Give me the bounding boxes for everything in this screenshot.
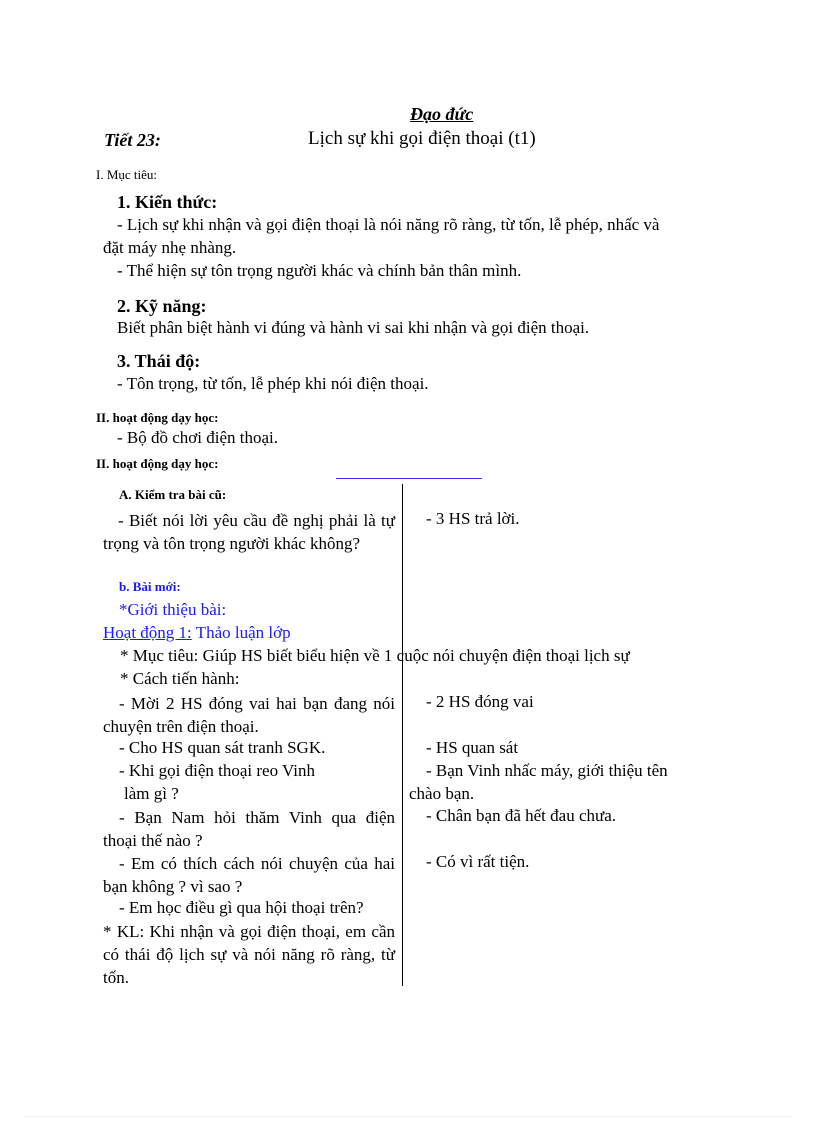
section-underline bbox=[336, 478, 482, 479]
attitude-heading: 3. Thái độ: bbox=[117, 351, 201, 371]
teacher-step-1: - Mời 2 HS đóng vai hai bạn đang nói chuyện trên điện thoại. bbox=[103, 694, 395, 736]
new-lesson-heading: b. Bài mới: bbox=[119, 579, 181, 594]
activity-1-title: Thảo luận lớp bbox=[191, 623, 291, 642]
old-lesson-question: - Biết nói lời yêu cầu đề nghị phải là tự trọng và tôn trọng người khác không? bbox=[103, 511, 395, 553]
student-step-2: - HS quan sát bbox=[426, 738, 519, 757]
page-title: Lịch sự khi gọi điện thoại (t1) bbox=[308, 128, 536, 149]
activities-heading: II. hoạt động dạy học: bbox=[96, 456, 219, 471]
skills-heading: 2. Kỹ năng: bbox=[117, 296, 207, 316]
goal-line: * Mục tiêu: Giúp HS biết biểu hiện về 1 cuộc nói chuyện điện thoại lịch sự bbox=[120, 646, 630, 665]
knowledge-line-2: đặt máy nhẹ nhàng. bbox=[103, 238, 237, 257]
attitude-line-1: - Tôn trọng, từ tốn, lễ phép khi nói điện thoại. bbox=[117, 374, 429, 393]
knowledge-line-3: - Thể hiện sự tôn trọng người khác và chính bản thân mình. bbox=[117, 261, 522, 280]
intro-heading: *Giới thiệu bài: bbox=[119, 600, 227, 619]
student-step-4: - Chân bạn đã hết đau chưa. bbox=[426, 806, 617, 825]
teacher-step-3-line-2: làm gì ? bbox=[124, 784, 179, 803]
knowledge-line-1: - Lịch sự khi nhận và gọi điện thoại là nói năng rõ ràng, từ tốn, lễ phép, nhấc và bbox=[117, 215, 660, 234]
activity-1-heading bbox=[103, 623, 291, 643]
materials-line-1: - Bộ đồ chơi điện thoại. bbox=[117, 428, 279, 447]
subject-heading: Đạo đức bbox=[410, 104, 474, 124]
old-lesson-heading: A. Kiểm tra bài cũ: bbox=[119, 487, 227, 502]
teacher-step-5: - Em có thích cách nói chuyện của hai bạn không ? vì sao ? bbox=[103, 854, 395, 896]
student-step-1: - 2 HS đóng vai bbox=[426, 692, 534, 711]
teacher-step-6: - Em học điều gì qua hội thoại trên? bbox=[119, 898, 364, 917]
knowledge-heading: 1. Kiến thức: bbox=[117, 192, 218, 212]
teacher-step-3-line-1: - Khi gọi điện thoại reo Vinh bbox=[119, 761, 316, 780]
teacher-step-4: - Bạn Nam hỏi thăm Vinh qua điện thoại thế nào ? bbox=[103, 808, 395, 850]
teacher-step-2: - Cho HS quan sát tranh SGK. bbox=[119, 738, 326, 757]
lesson-number: Tiết 23: bbox=[104, 130, 161, 150]
page-footer-rule bbox=[25, 1116, 791, 1117]
procedure-line: * Cách tiến hành: bbox=[120, 669, 240, 688]
objectives-heading: I. Mục tiêu: bbox=[96, 167, 158, 182]
old-lesson-answer: - 3 HS trả lời. bbox=[426, 509, 520, 528]
student-step-3-line-1: - Bạn Vinh nhấc máy, giới thiệu tên bbox=[426, 761, 668, 780]
conclusion: * KL: Khi nhận và gọi điện thoại, em cần có thái độ lịch sự và nói năng rõ ràng, từ tốn. bbox=[103, 922, 395, 987]
student-step-5: - Có vì rất tiện. bbox=[426, 852, 530, 871]
student-step-3-line-2: chào bạn. bbox=[409, 784, 475, 803]
skills-line-1: Biết phân biệt hành vi đúng và hành vi sai khi nhận và gọi điện thoại. bbox=[117, 318, 590, 337]
activity-1-label: Hoạt động 1: bbox=[103, 623, 192, 642]
column-divider bbox=[402, 484, 403, 986]
materials-heading: II. hoạt động dạy học: bbox=[96, 410, 219, 425]
